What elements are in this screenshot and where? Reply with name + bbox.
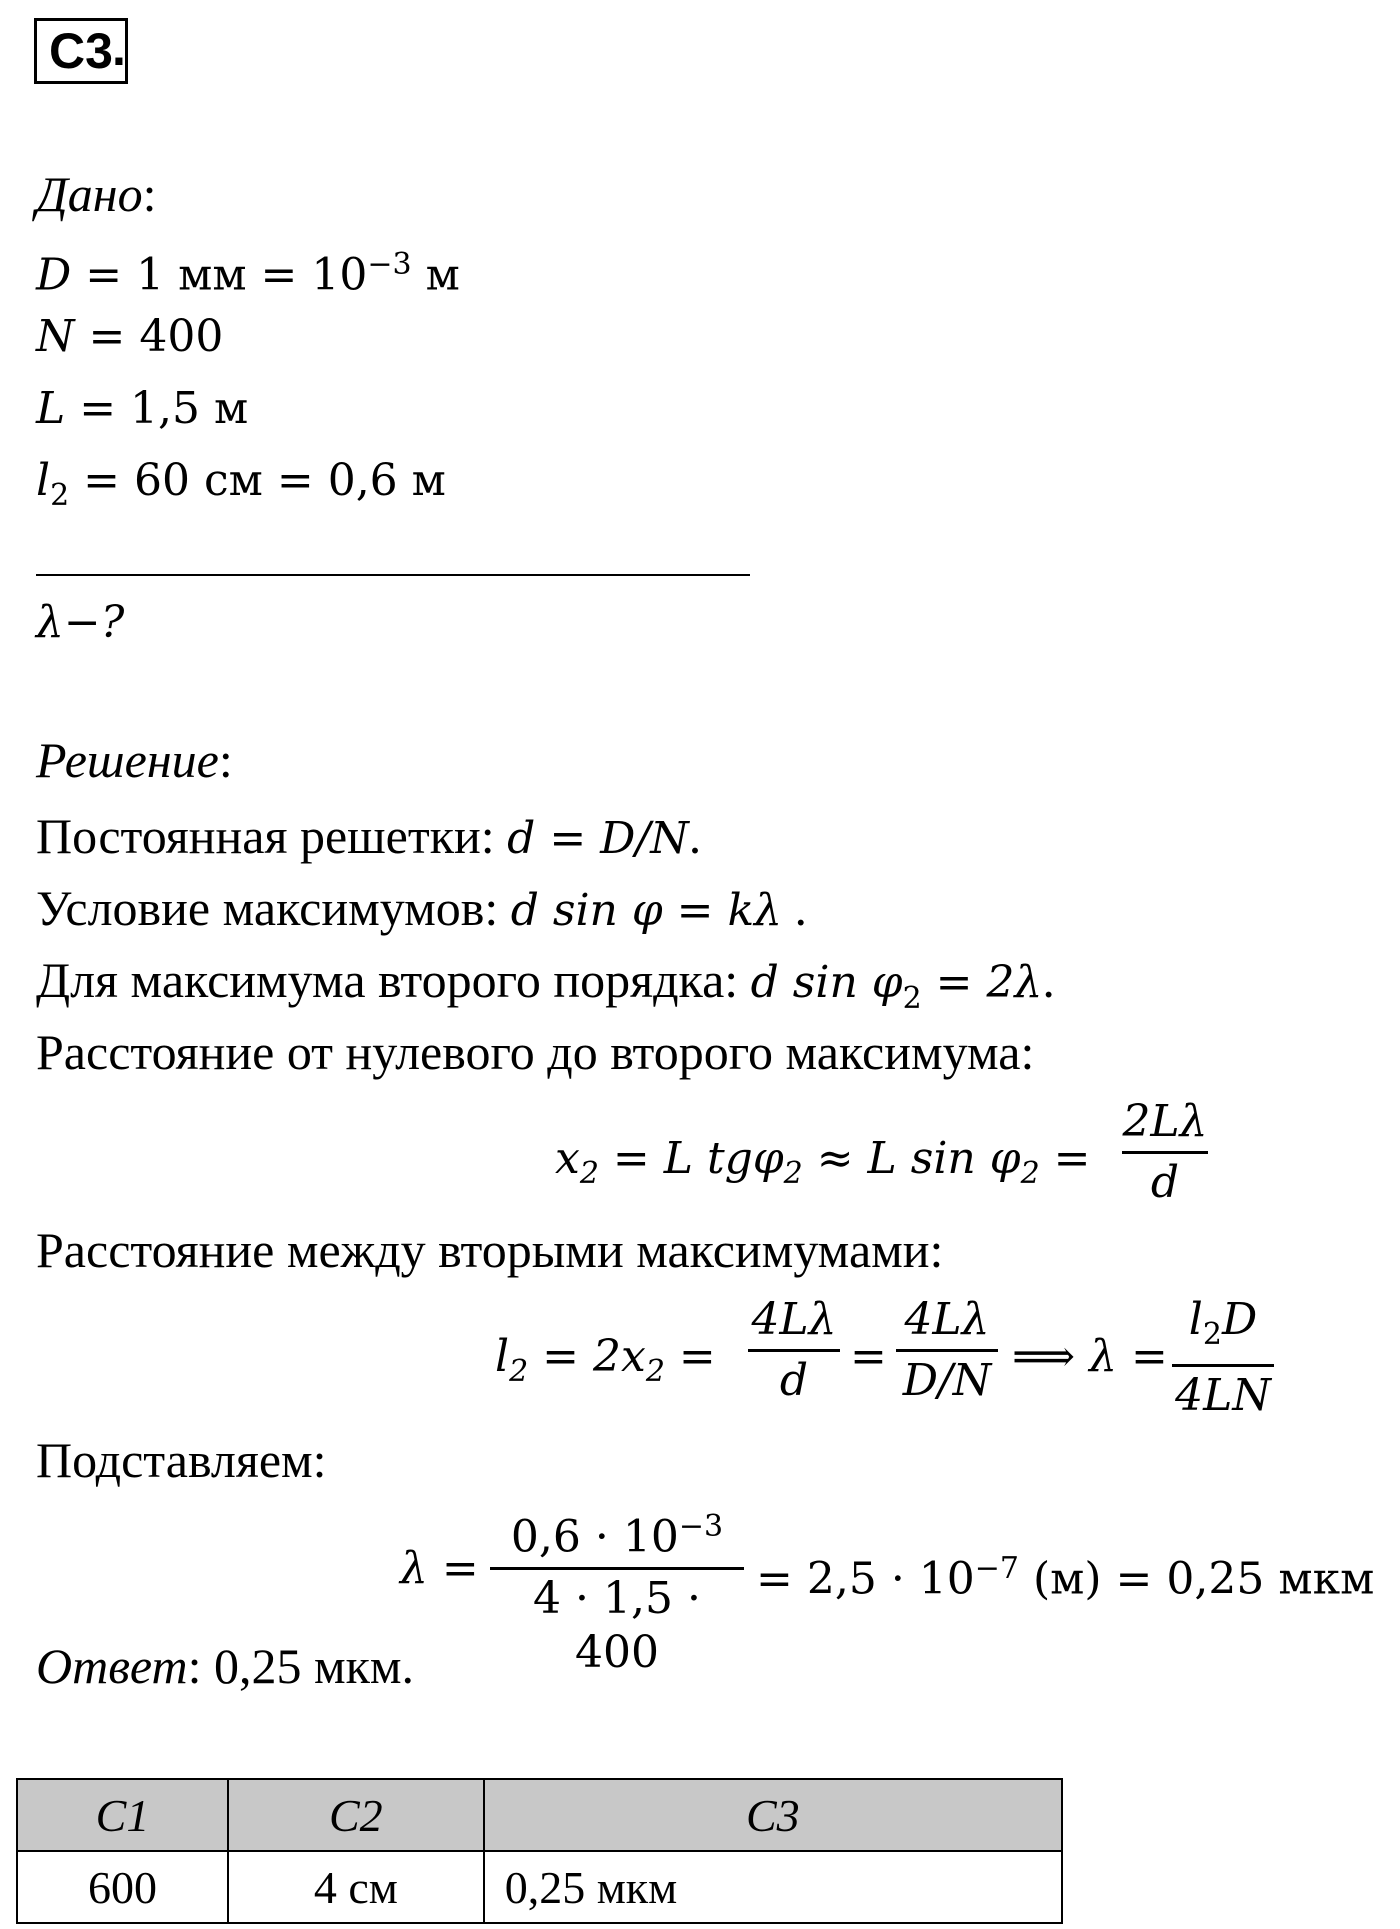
solution-line-5: Расстояние между вторыми максимумами: — [36, 1222, 944, 1278]
equation-2-lhs: $l_2 = 2x_2$ = — [495, 1331, 716, 1389]
equation-2-arrow: ⟹ λ = — [1012, 1331, 1168, 1382]
results-header-c1: C1 — [17, 1779, 228, 1851]
solution-heading: Решение: — [36, 732, 233, 788]
results-value-c3: 0,25 мкм — [484, 1851, 1062, 1923]
solution-line-3: Для максимума второго порядка: d $\sin \varphi_2 = 2\lambda$. — [36, 952, 1055, 1016]
results-header-c2: C2 — [228, 1779, 484, 1851]
results-value-c2: 4 см — [228, 1851, 484, 1923]
given-line-1: D = 1 мм = $10^{-3}$ м — [36, 247, 460, 301]
solution-line-4: Расстояние от нулевого до второго максимума: — [36, 1024, 1035, 1080]
equation-1: $x_2 = L$ tgφ$_2$ ≈ L $\sin \varphi_2$ = — [555, 1133, 1091, 1191]
unknown-quantity: λ−? — [36, 597, 125, 648]
equation-2-fraction-1: 4Lλ d — [748, 1293, 840, 1408]
results-table — [16, 1778, 1063, 1924]
solution-line-6: Подставляем: — [36, 1432, 327, 1488]
results-table-header-row — [17, 1779, 1062, 1851]
given-line-3: L = 1,5 м — [36, 383, 249, 434]
answer-line: Ответ: 0,25 мкм. — [36, 1638, 415, 1694]
problem-label-dot: . — [112, 20, 126, 76]
given-line-2: N = 400 — [36, 311, 224, 362]
solution-line-2: Условие максимумов: d sin φ = kλ . — [36, 880, 808, 936]
equation-2-fraction-3: $l_2D$ 4LN — [1172, 1293, 1274, 1423]
results-header-c3: C3 — [484, 1779, 1062, 1851]
results-table-value-row — [17, 1851, 1062, 1923]
equation-3-rhs: = $2,5 \cdot 10^{-7}$ (м) = 0,25 мкм — [756, 1551, 1375, 1605]
given-line-4: $l_2 = 60$ см = 0,6 м — [36, 455, 446, 513]
equation-2-fraction-2: 4Lλ D/N — [896, 1293, 998, 1408]
equation-3-lhs: λ = — [400, 1543, 479, 1594]
equation-2-equals: = — [850, 1331, 887, 1382]
solution-line-1: Постоянная решетки: d = D/N. — [36, 808, 702, 864]
problem-label: C3 — [34, 18, 128, 84]
given-heading: Дано: — [36, 166, 157, 222]
given-divider — [36, 574, 750, 576]
results-value-c1: 600 — [17, 1851, 228, 1923]
equation-3-fraction: $0,6 \cdot 10^{-3}$ 4 · 1,5 · 400 — [490, 1500, 744, 1680]
equation-1-fraction: 2Lλ d — [1122, 1096, 1208, 1208]
